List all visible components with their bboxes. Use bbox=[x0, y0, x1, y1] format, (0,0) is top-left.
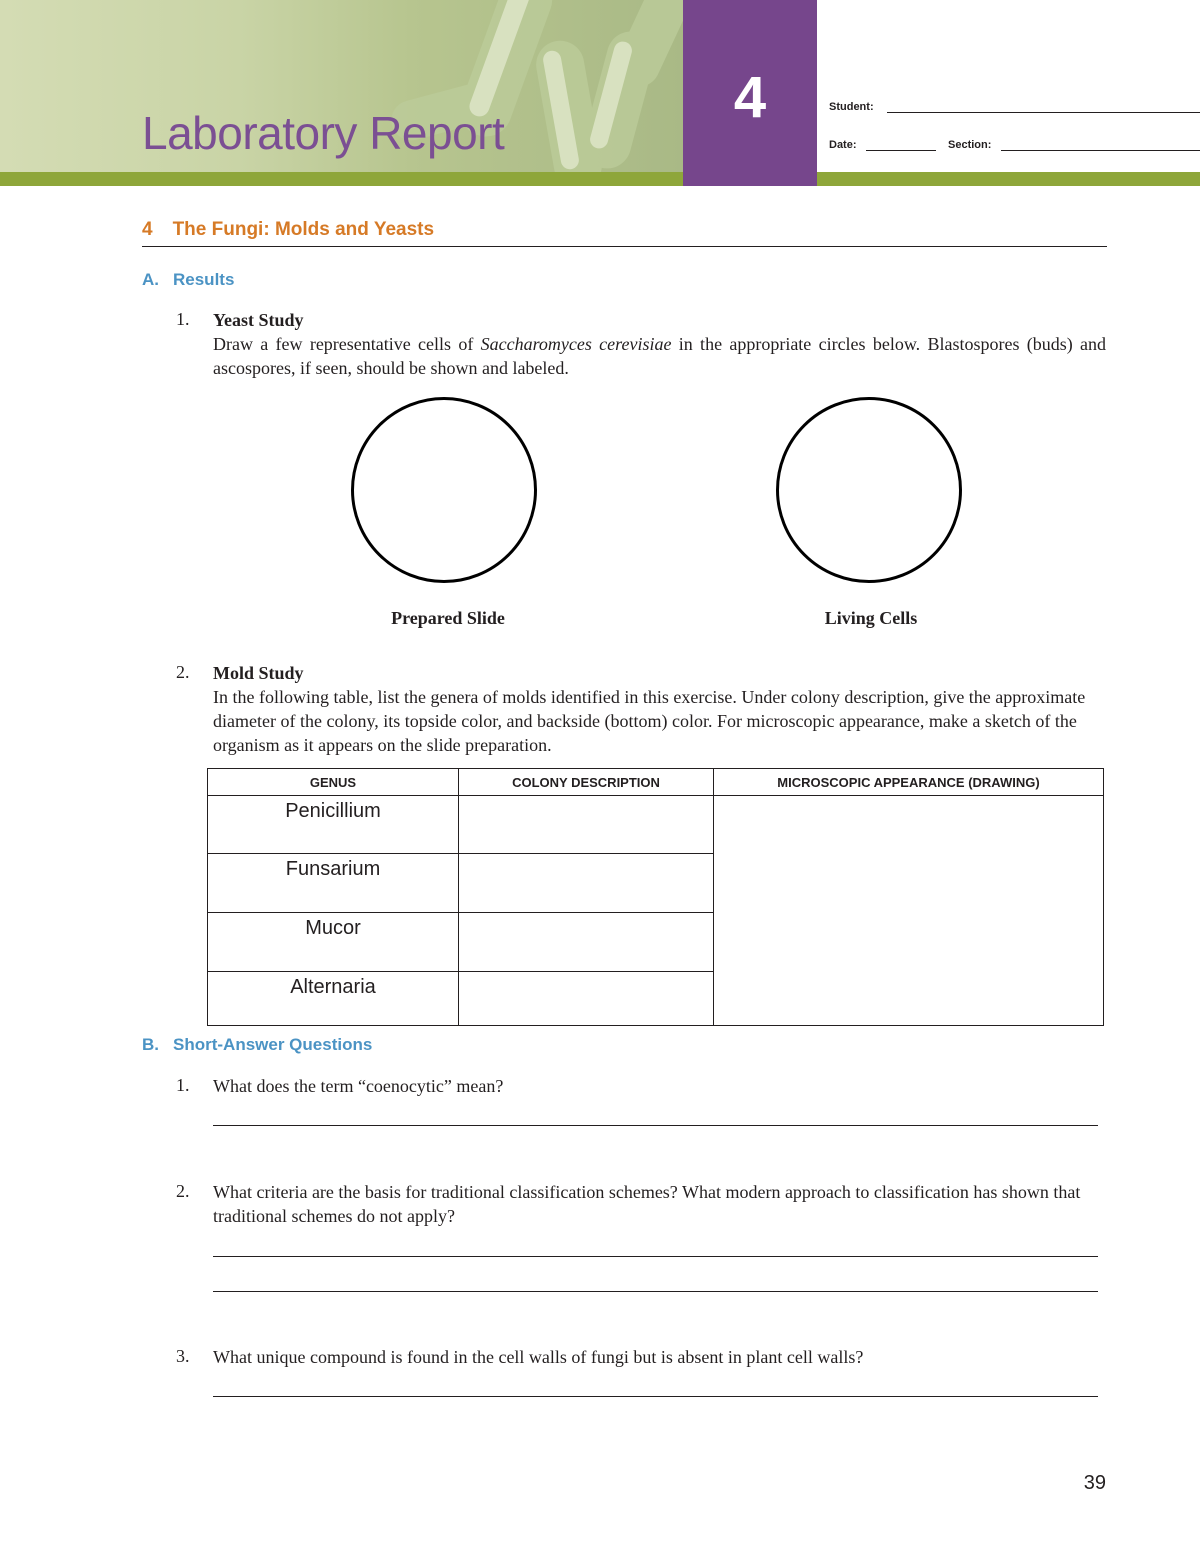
question-2-text: What criteria are the basis for traditional classification schemes? What modern approach to classification has shown that traditional schemes do not apply? bbox=[213, 1182, 1081, 1226]
header-rule-right bbox=[817, 172, 1200, 186]
table-header-row bbox=[208, 769, 1104, 796]
question-1-text: What does the term “coenocytic” mean? bbox=[213, 1076, 504, 1096]
instr-text-1: Draw a few representative cells of bbox=[213, 334, 481, 354]
item-1-number: 1. bbox=[176, 309, 190, 329]
yeast-study-heading: Yeast Study bbox=[213, 310, 304, 330]
colony-description-header: COLONY DESCRIPTION bbox=[459, 769, 714, 796]
date-field[interactable] bbox=[866, 150, 936, 151]
colony-description-cell[interactable] bbox=[459, 854, 714, 913]
genus-cell: Mucor bbox=[208, 913, 459, 972]
drawing-cell[interactable] bbox=[714, 796, 1104, 1026]
section-b-heading bbox=[142, 1035, 372, 1055]
student-field[interactable] bbox=[887, 112, 1200, 113]
section-field[interactable] bbox=[1001, 150, 1200, 151]
answer-line[interactable] bbox=[213, 1291, 1098, 1292]
genus-cell: Alternaria bbox=[208, 972, 459, 1026]
question-2-number: 2. bbox=[176, 1181, 190, 1201]
report-title: Laboratory Report bbox=[142, 107, 505, 159]
answer-line[interactable] bbox=[213, 1396, 1098, 1397]
colony-description-cell[interactable] bbox=[459, 913, 714, 972]
mold-study-heading: Mold Study bbox=[213, 663, 304, 683]
lab-number-badge: 4 bbox=[683, 0, 817, 186]
section-b-title: Short-Answer Questions bbox=[173, 1035, 373, 1054]
microscopic-appearance-header: MICROSCOPIC APPEARANCE (DRAWING) bbox=[714, 769, 1104, 796]
chapter-heading bbox=[142, 219, 434, 241]
chapter-rule bbox=[142, 246, 1107, 247]
answer-line[interactable] bbox=[213, 1125, 1098, 1126]
genus-header: GENUS bbox=[208, 769, 459, 796]
prepared-slide-caption: Prepared Slide bbox=[391, 608, 505, 628]
chapter-number: 4 bbox=[142, 219, 153, 240]
question-1-number: 1. bbox=[176, 1075, 190, 1095]
prepared-slide-circle[interactable] bbox=[351, 397, 537, 583]
page-number: 39 bbox=[1083, 1472, 1106, 1494]
section-label: Section: bbox=[948, 139, 992, 151]
colony-description-cell[interactable] bbox=[459, 796, 714, 854]
species-name: Saccharomyces cerevisiae bbox=[480, 334, 672, 354]
section-b-label: B. bbox=[142, 1035, 159, 1054]
genus-cell: Penicillium bbox=[208, 796, 459, 854]
colony-description-cell[interactable] bbox=[459, 972, 714, 1026]
yeast-study-instructions bbox=[213, 332, 1106, 380]
section-a-heading bbox=[142, 270, 234, 290]
instr-text-2: in the appropriate circles below. Blastospores (buds) and ascospores, if seen, should be shown and labeled. bbox=[213, 334, 1107, 378]
table-row bbox=[208, 796, 1104, 854]
question-3-text: What unique compound is found in the cell walls of fungi but is absent in plant cell walls? bbox=[213, 1347, 864, 1367]
living-cells-caption: Living Cells bbox=[824, 608, 918, 628]
student-label: Student: bbox=[829, 101, 874, 113]
mold-study-instructions: In the following table, list the genera of molds identified in this exercise. Under colony description, give the approximate diameter of the colony, its topside color, and backside (bottom) color. For microscopic appearance, make a sketch of the organism as it appears on the slide preparation. bbox=[213, 687, 1086, 755]
living-cells-circle[interactable] bbox=[776, 397, 962, 583]
chapter-title: The Fungi: Molds and Yeasts bbox=[172, 219, 435, 240]
header-rule bbox=[0, 172, 683, 186]
mold-table bbox=[207, 768, 1104, 1026]
date-label: Date: bbox=[829, 139, 857, 151]
answer-line[interactable] bbox=[213, 1256, 1098, 1257]
section-a-title: Results bbox=[173, 270, 235, 289]
item-2-number: 2. bbox=[176, 662, 190, 682]
section-a-label: A. bbox=[142, 270, 159, 289]
question-3-number: 3. bbox=[176, 1346, 190, 1366]
genus-cell: Funsarium bbox=[208, 854, 459, 913]
